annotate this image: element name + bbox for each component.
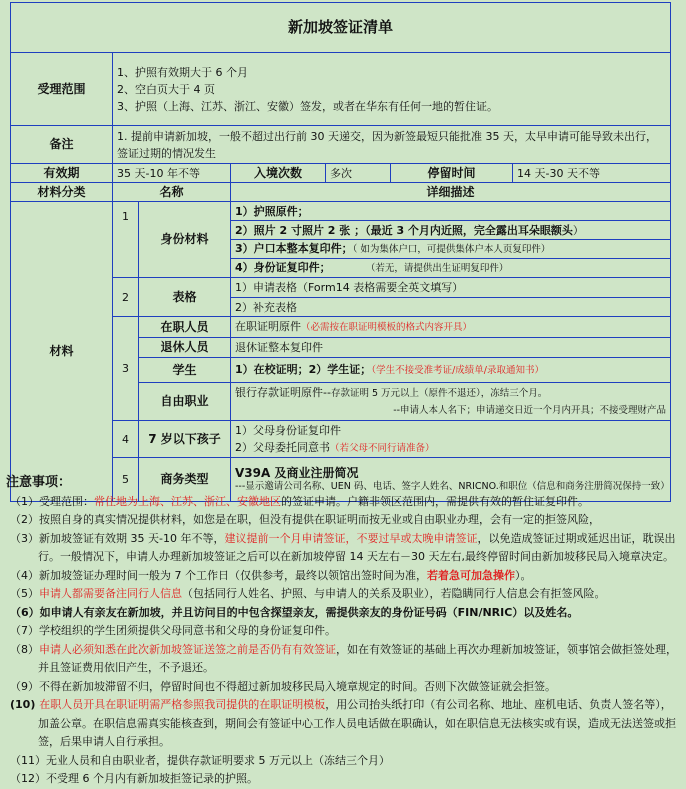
entries-label: 入境次数 (231, 164, 326, 183)
note-3: （3）新加坡签证有效期 35 天-10 年不等，建议提前一个月申请签证，不要过早或太晚申请签证，以免造成签证过期或延迟出证，耽误出行。一般情况下，申请人办理新加坡签证之后可以在新加坡停留 14 天左右－30 天左右,最终停留时间由新加坡移民局入境章决定。 (10, 531, 676, 563)
detail-item (231, 358, 671, 383)
note-6: （6）如申请人有亲友在新加坡，并且访问目的中包含探望亲友，需提供亲友的身份证号码（FIN/NRIC）以及姓名。 (10, 605, 579, 619)
item-note-red: （必需按在职证明模板的格式内容开具） (301, 322, 473, 333)
item-text: 2）照片 2 寸照片 2 张 ；（最近 3 个月内近照， (235, 223, 474, 237)
item-text: 3）户口本整本复印件； (235, 242, 353, 255)
header-name: 名称 (113, 183, 231, 202)
header-detail: 详细描述 (231, 183, 671, 202)
item-note: ---显示邀请公司名称、UEN 码、电话、签字人姓名、NRICNO.和职位（信息和商务注册简况保持一致） (235, 480, 670, 492)
detail-item (231, 240, 671, 259)
group-name: 7 岁以下孩子 (139, 421, 231, 458)
stay-label: 停留时间 (391, 164, 513, 183)
note-5: （5）申请人都需要备注同行人信息（包括同行人姓名、护照、与申请人的关系及职业），若隐瞒同行人信息会有拒签风险。 (10, 587, 606, 600)
item-note-red: （学生不接受准考证/成绩单/录取通知书） (371, 365, 544, 376)
validity-value: 35 天-10 年不等 (113, 164, 231, 183)
header-category: 材料分类 (11, 183, 113, 202)
item-note: 存款证明 5 万元以上（原件不退还），冻结三个月。 (330, 388, 548, 399)
note-8: （8）申请人必须知悉在此次新加坡签证送签之前是否仍有有效签证，如在有效签证的基础上再次办理新加坡签证，领事馆会做拒签处理，并且签证费用依旧产生，不予退还。 (10, 642, 677, 674)
note-2: （2）按照自身的真实情况提供材料，如您是在职，但没有提供在职证明而按无业或自由职业办理，会有一定的拒签风险， (10, 513, 600, 526)
group-number: 2 (113, 278, 139, 317)
entries-value: 多次 (326, 164, 391, 183)
group-name: 表格 (139, 278, 231, 317)
item-note: （若无，请提供出生证明复印件） (370, 263, 509, 274)
detail-item (231, 317, 671, 338)
visa-checklist-table (10, 2, 671, 502)
note-11: （11）无业人员和自由职业者，提供存款证明要求 5 万元以上（冻结三个月） (10, 753, 390, 767)
detail-item: 1）申请表格（Form14 表格需要全英文填写） (231, 278, 671, 298)
item-text: 2）父母委托同意书 (235, 440, 330, 454)
item-text: 银行存款证明原件-- (235, 386, 331, 399)
item-text: V39A 及商业注册简况 (235, 465, 359, 480)
detail-item (231, 383, 671, 421)
note-4: （4）新加坡签证办理时间一般为 7 个工作日（仅供参考，最终以领馆出签时间为准，若着急可加急操作）。 (10, 568, 532, 582)
group-number: 1 (113, 202, 139, 278)
group-name: 在职人员 (139, 317, 231, 338)
note-12: （12）不受理 6 个月内有新加坡拒签记录的护照。 (10, 772, 258, 785)
note-9: （9）不得在新加坡滞留不归，停留时间也不得超过新加坡移民局入境章规定的时间。否则下次做签证就会拒签。 (10, 679, 556, 693)
scope-line: 1、护照有效期大于 6 个月 (117, 65, 248, 79)
detail-item: 退休证整本复印件 (231, 338, 671, 358)
scope-label: 受理范围 (11, 53, 113, 126)
item-text: 在职证明原件 (235, 320, 301, 333)
item-text: 1）在校证明；2）学生证； (235, 363, 372, 376)
item-text: ） (572, 223, 584, 237)
item-text: 1）父母身份证复印件 (235, 423, 341, 437)
materials-label: 材料 (11, 202, 113, 502)
scope-detail (113, 53, 671, 126)
notes-heading: 注意事项： (6, 475, 72, 490)
group-number: 4 (113, 421, 139, 458)
detail-item (231, 259, 671, 278)
group-name: 身份材料 (139, 202, 231, 278)
group-number: 3 (113, 317, 139, 421)
detail-item: 2）补充表格 (231, 298, 671, 317)
group-name: 退休人员 (139, 338, 231, 358)
detail-item: 1）护照原件； (231, 202, 671, 221)
note-7: （7）学校组织的学生团须提供父母同意书和父母的身份证复印件。 (10, 624, 336, 637)
item-text: 4）身份证复印件； (235, 261, 331, 274)
group-name: 商务类型 (139, 458, 231, 502)
note-10: (10) 在职人员开具在职证明需严格参照我司提供的在职证明模板，用公司抬头纸打印（有公司名称、地址、座机电话、负责人签名等），加盖公章。在职信息需真实能核查到，期间会有签证中心工作人员电话做在职确认，如在职信息无法核实或有误，造成无法送签或拒签，后果申请人自行承担。 (10, 698, 676, 748)
item-bold: 完全露出耳朵眼额头 (473, 223, 573, 237)
scope-line: 2、空白页大于 4 页 (117, 82, 215, 96)
scope-line: 3、护照（上海、江苏、浙江、安徽）签发，或者在华东有任何一地的暂住证。 (117, 99, 498, 113)
group-name: 学生 (139, 358, 231, 383)
item-note: --申请人本人名下；申请递交日近一个月内开具；不接受理财产品 (393, 405, 667, 416)
validity-label: 有效期 (11, 164, 113, 183)
group-name: 自由职业 (139, 383, 231, 421)
item-note-red: （若父母不同行请准备） (330, 442, 435, 454)
remark-label: 备注 (11, 126, 113, 164)
stay-value: 14 天-30 天不等 (513, 164, 671, 183)
item-note: （ 如为集体户口，可提供集体户本人页复印件） (352, 244, 551, 255)
group-number: 5 (113, 458, 139, 502)
detail-item (231, 421, 671, 458)
detail-item (231, 221, 671, 240)
notes-section (6, 474, 682, 789)
remark-text: 1. 提前申请新加坡，一般不超过出行前 30 天递交，因为新签最短只能批准 35 天，太早申请可能导致未出行，签证过期的情况发生 (113, 126, 671, 164)
page-title: 新加坡签证清单 (11, 3, 671, 53)
note-1: （1）受理范围：常住地为上海、江苏、浙江、安徽地区的签证申请。户籍非领区范围内，需提供有效的暂住证复印件。 (10, 494, 589, 508)
